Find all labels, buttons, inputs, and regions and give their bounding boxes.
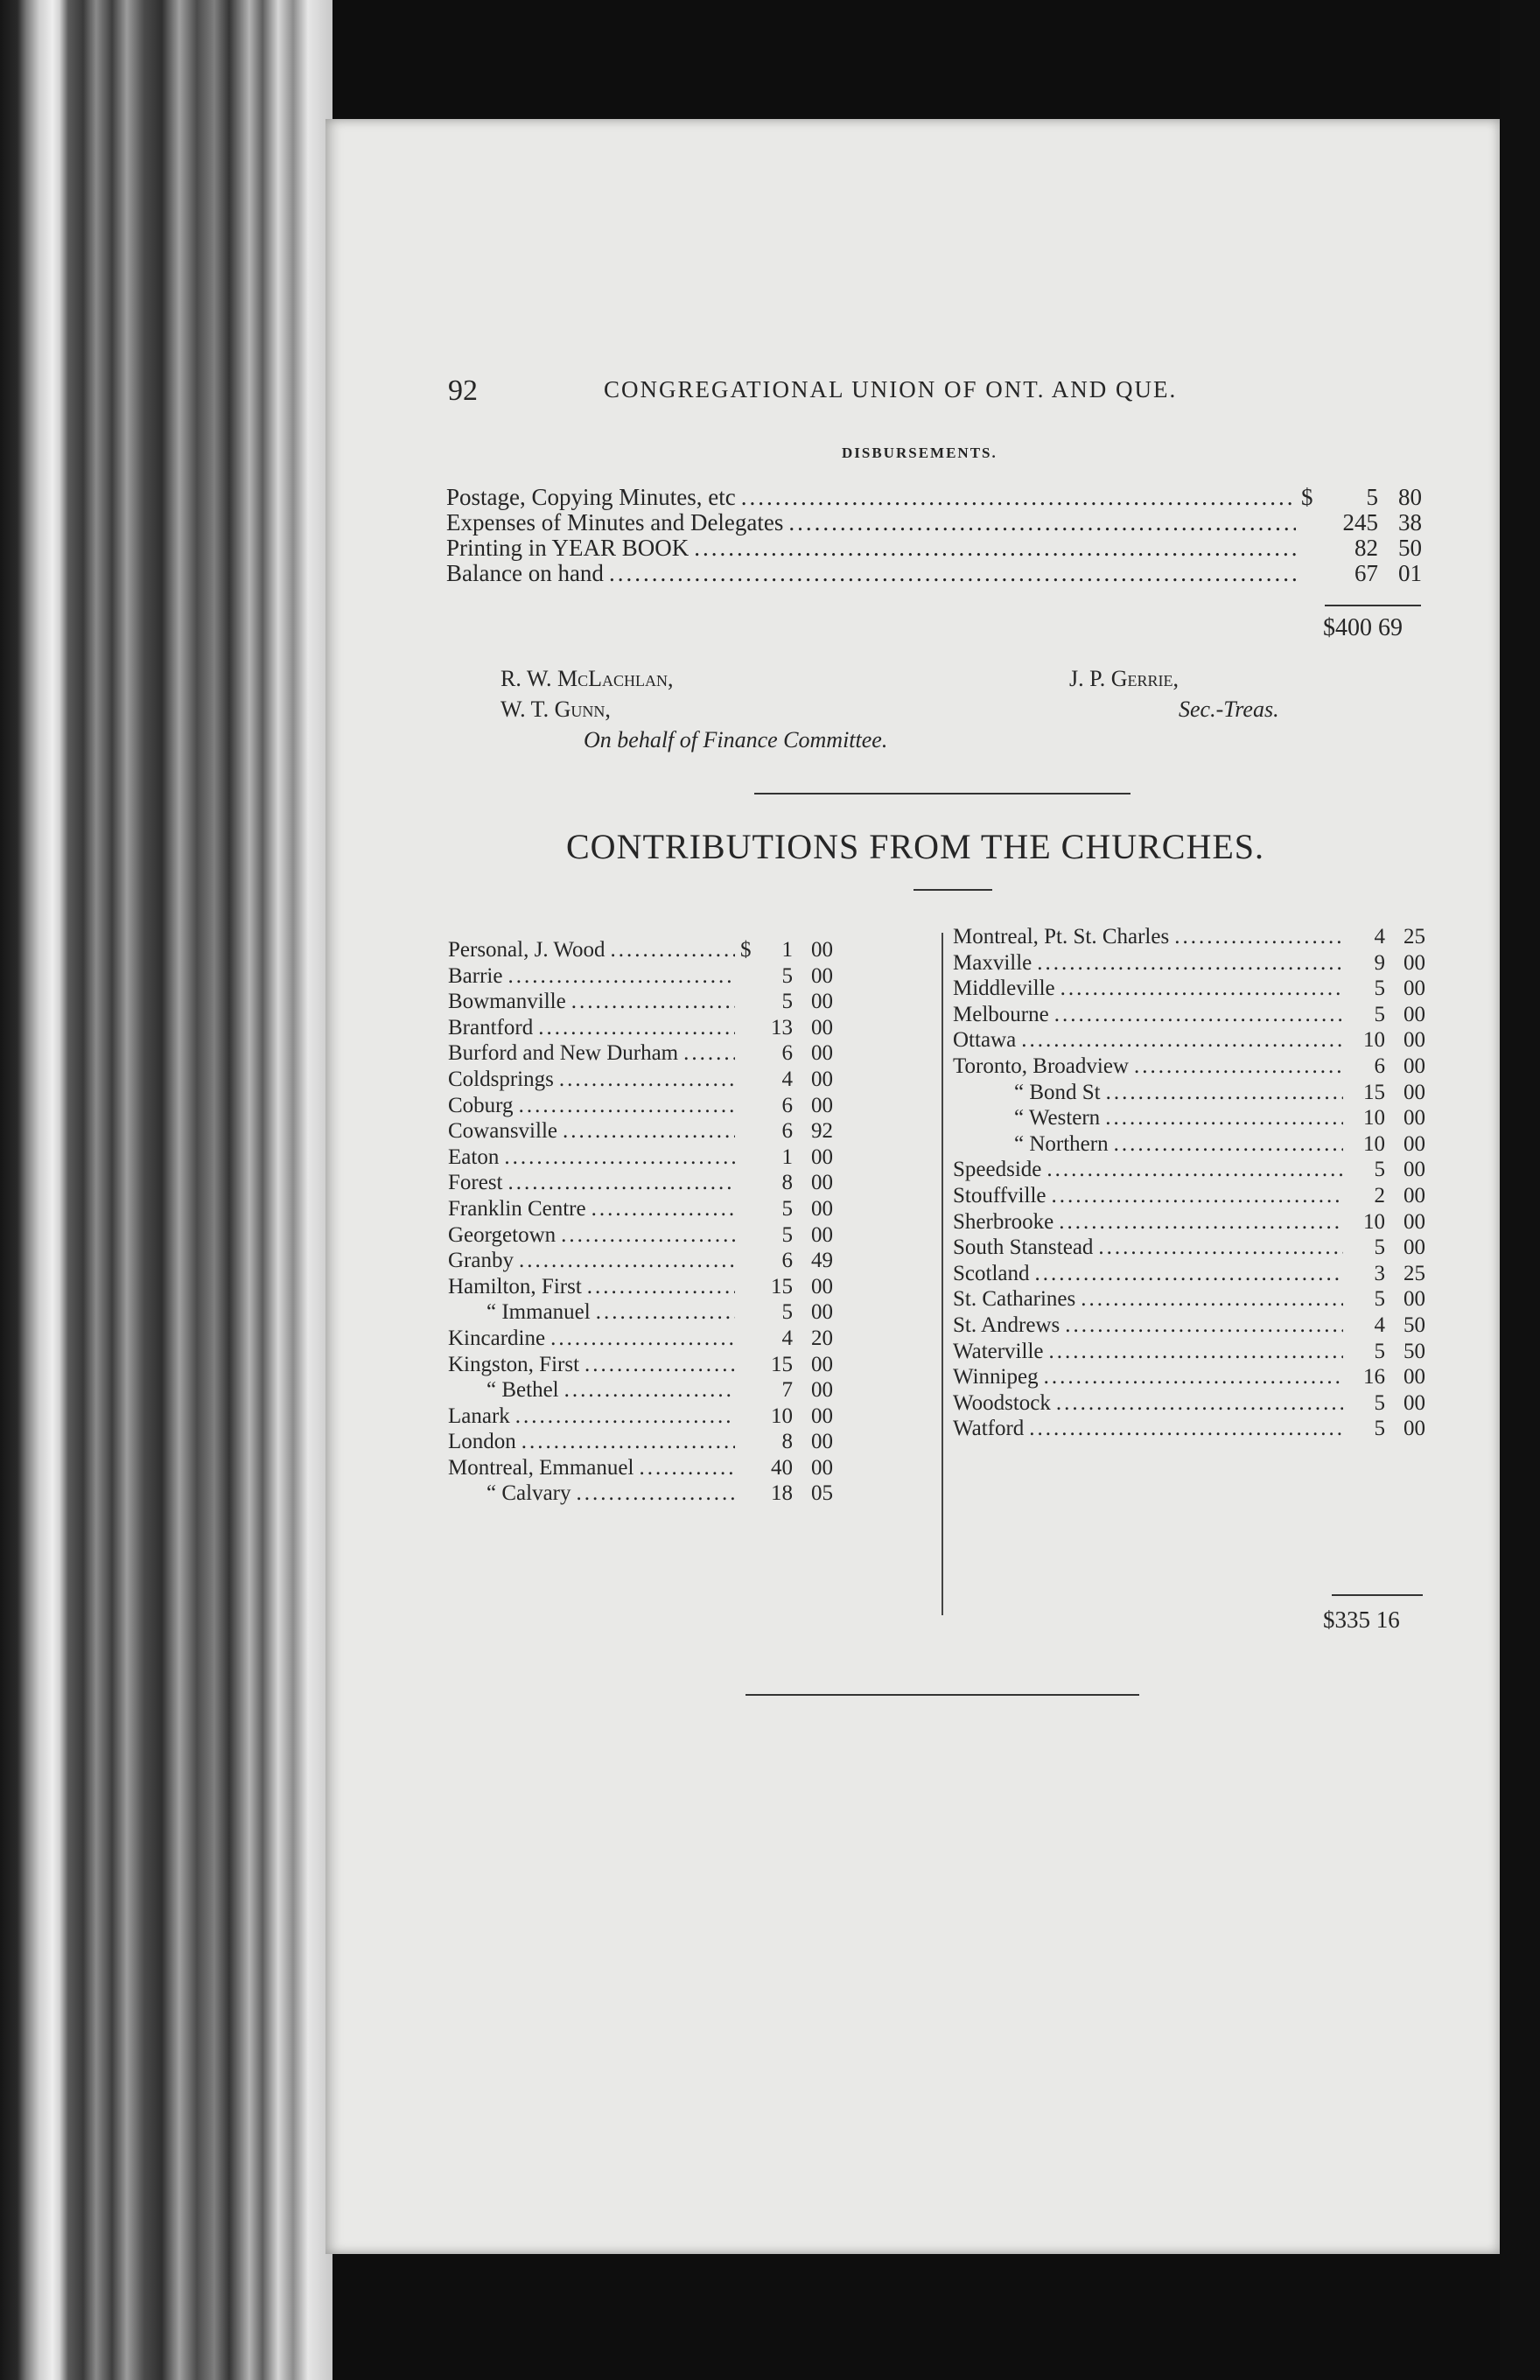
title-underline xyxy=(914,889,992,891)
cents: 00 xyxy=(1404,1287,1425,1312)
leader-dots xyxy=(538,1015,735,1041)
dollars: 6 xyxy=(781,1041,793,1066)
contribution-row xyxy=(448,1299,833,1326)
cents: 00 xyxy=(811,1274,833,1298)
signature-committee: On behalf of Finance Committee. xyxy=(584,727,888,752)
church-name: “ Northern xyxy=(1014,1131,1109,1156)
leader-dots xyxy=(683,1040,735,1067)
church-name: London xyxy=(448,1430,516,1454)
church-name: Scotland xyxy=(953,1261,1030,1285)
cents: 01 xyxy=(1398,560,1422,586)
church-name: Speedside xyxy=(953,1158,1042,1182)
leader-dots xyxy=(519,1093,735,1119)
disbursements-heading: DISBURSEMENTS. xyxy=(842,444,998,461)
cents: 05 xyxy=(811,1481,833,1506)
contribution-row xyxy=(953,1027,1425,1054)
leader-dots xyxy=(1134,1054,1343,1080)
leader-dots xyxy=(508,1170,736,1196)
church-name: Sherbrooke xyxy=(953,1209,1054,1234)
cents: 00 xyxy=(811,1041,833,1066)
dollars: 10 xyxy=(1363,1106,1385,1130)
leader-dots xyxy=(639,1455,735,1481)
cents: 00 xyxy=(811,1222,833,1247)
dollars: 5 xyxy=(1374,1390,1385,1415)
leader-dots xyxy=(1054,1002,1343,1028)
church-name: Coburg xyxy=(448,1093,514,1117)
scan-background xyxy=(1500,0,1540,2380)
cents: 00 xyxy=(811,1093,833,1117)
currency-sign: $ xyxy=(1301,484,1313,510)
dollars: 15 xyxy=(771,1352,793,1376)
dollars: 10 xyxy=(1363,1209,1385,1234)
leader-dots xyxy=(508,963,735,990)
church-name: Granby xyxy=(448,1249,514,1273)
book-page xyxy=(326,119,1500,2254)
cents: 00 xyxy=(811,1455,833,1480)
cents: 00 xyxy=(1404,1106,1425,1130)
cents: 92 xyxy=(811,1119,833,1144)
cents: 00 xyxy=(811,1352,833,1376)
church-name: Forest xyxy=(448,1171,503,1195)
cents: 00 xyxy=(811,1196,833,1221)
church-name: Eaton xyxy=(448,1144,500,1169)
cents: 00 xyxy=(811,1430,833,1454)
cents: 00 xyxy=(1404,1080,1425,1104)
contribution-row xyxy=(448,963,833,990)
church-name: “ Bond St xyxy=(1014,1080,1101,1104)
cents: 00 xyxy=(1404,1417,1425,1441)
contribution-row xyxy=(448,1480,833,1507)
leader-dots xyxy=(609,561,1296,586)
leader-dots xyxy=(694,536,1296,561)
contribution-row xyxy=(953,1131,1425,1158)
dollars: 5 xyxy=(1374,976,1385,1001)
cents: 80 xyxy=(1398,484,1422,510)
leader-dots xyxy=(587,1274,735,1300)
row-label: Expenses of Minutes and Delegates xyxy=(446,509,784,536)
church-name: South Stanstead xyxy=(953,1236,1094,1260)
leader-dots xyxy=(576,1480,735,1507)
disbursements-table xyxy=(446,485,1422,586)
dollars: 6 xyxy=(781,1093,793,1117)
church-name: Winnipeg xyxy=(953,1365,1039,1390)
leader-dots xyxy=(584,1352,735,1378)
church-name: Personal, J. Wood xyxy=(448,938,606,962)
church-name: Montreal, Emmanuel xyxy=(448,1455,634,1480)
disbursement-row xyxy=(446,561,1422,586)
disbursement-row xyxy=(446,510,1422,536)
running-header: CONGREGATIONAL UNION OF ONT. AND QUE. xyxy=(604,376,1178,402)
leader-dots xyxy=(561,1222,735,1249)
dollars: 5 xyxy=(1374,1236,1385,1260)
church-name: “ Calvary xyxy=(486,1481,571,1506)
contribution-row xyxy=(448,1040,833,1067)
contribution-row xyxy=(448,1404,833,1430)
contribution-row xyxy=(953,1261,1425,1287)
leader-dots xyxy=(522,1429,735,1455)
leader-dots xyxy=(564,1377,735,1404)
leader-dots xyxy=(550,1326,735,1352)
church-name: Watford xyxy=(953,1417,1025,1441)
church-name: “ Bethel xyxy=(486,1378,559,1403)
row-label: Printing in YEAR BOOK xyxy=(446,535,690,561)
contribution-row xyxy=(953,1235,1425,1261)
dollars: 10 xyxy=(771,1404,793,1428)
cents: 50 xyxy=(1404,1339,1425,1363)
dollars: 10 xyxy=(1363,1028,1385,1053)
contribution-row xyxy=(953,1105,1425,1131)
dollars: 5 xyxy=(781,1196,793,1221)
cents: 00 xyxy=(1404,1131,1425,1156)
dollars: 6 xyxy=(781,1249,793,1273)
contribution-row xyxy=(953,1364,1425,1390)
cents: 00 xyxy=(1404,1054,1425,1078)
church-name: St. Andrews xyxy=(953,1312,1060,1337)
cents: 50 xyxy=(1398,535,1422,561)
contributions-left-column xyxy=(448,937,833,1507)
dollars: 5 xyxy=(781,990,793,1014)
row-label: Postage, Copying Minutes, etc xyxy=(446,484,736,510)
cents: 00 xyxy=(811,990,833,1014)
cents: 00 xyxy=(1404,1209,1425,1234)
cents: 00 xyxy=(811,1378,833,1403)
contribution-row xyxy=(448,1377,833,1404)
church-name: Ottawa xyxy=(953,1028,1017,1053)
leader-dots xyxy=(1065,1312,1343,1339)
cents: 00 xyxy=(811,1015,833,1040)
contribution-row xyxy=(953,1183,1425,1209)
contribution-row xyxy=(448,1352,833,1378)
dollars: 15 xyxy=(771,1274,793,1298)
dollars: 5 xyxy=(1374,1158,1385,1182)
cents: 00 xyxy=(811,1404,833,1428)
dollars: 6 xyxy=(1374,1054,1385,1078)
contribution-row xyxy=(448,1248,833,1274)
church-name: Cowansville xyxy=(448,1119,557,1144)
contribution-row xyxy=(448,1144,833,1171)
total-rule xyxy=(1332,1594,1423,1596)
dollars: 5 xyxy=(1374,1287,1385,1312)
contribution-row xyxy=(448,1196,833,1222)
cents: 00 xyxy=(1404,1236,1425,1260)
total-rule xyxy=(1325,605,1421,606)
church-name: Maxville xyxy=(953,950,1032,975)
leader-dots xyxy=(1049,1339,1344,1365)
dollars: 2 xyxy=(1374,1183,1385,1208)
contribution-row xyxy=(448,1015,833,1041)
cents: 00 xyxy=(1404,1158,1425,1182)
contribution-row xyxy=(953,1312,1425,1339)
dollars: 8 xyxy=(781,1171,793,1195)
signature-mclachlan: R. W. McLachlan, xyxy=(500,666,674,691)
church-name: Hamilton, First xyxy=(448,1274,582,1298)
church-name: Melbourne xyxy=(953,1002,1049,1026)
cents: 00 xyxy=(811,1171,833,1195)
cents: 49 xyxy=(811,1249,833,1273)
dollars: 5 xyxy=(781,963,793,988)
disbursements-total: $400 69 xyxy=(1323,614,1403,641)
leader-dots xyxy=(1060,976,1343,1002)
contribution-row xyxy=(448,1170,833,1196)
dollars: 3 xyxy=(1374,1261,1385,1285)
contribution-row xyxy=(448,1093,833,1119)
church-name: Waterville xyxy=(953,1339,1044,1363)
dollars: 6 xyxy=(781,1119,793,1144)
dollars: 1 xyxy=(781,1144,793,1169)
leader-dots xyxy=(1114,1131,1343,1158)
contribution-row xyxy=(448,1274,833,1300)
dollars: 7 xyxy=(781,1378,793,1403)
dollars: 18 xyxy=(771,1481,793,1506)
dollars: 67 xyxy=(1354,560,1378,586)
church-name: Barrie xyxy=(448,963,503,988)
contribution-row xyxy=(448,1222,833,1249)
signature-gerrie: J. P. Gerrie, xyxy=(1069,666,1179,691)
leader-dots xyxy=(592,1196,735,1222)
book-page-edges xyxy=(0,0,332,2380)
church-name: Montreal, Pt. St. Charles xyxy=(953,925,1170,948)
dollars: 4 xyxy=(781,1326,793,1350)
signature-gunn: W. T. Gunn, xyxy=(500,696,611,722)
leader-dots xyxy=(1044,1364,1343,1390)
leader-dots xyxy=(1059,1209,1343,1236)
contributions-total: $335 16 xyxy=(1323,1606,1400,1633)
dollars: 15 xyxy=(1363,1080,1385,1104)
contribution-row xyxy=(448,989,833,1015)
church-name: St. Catharines xyxy=(953,1287,1076,1312)
leader-dots xyxy=(1081,1286,1343,1312)
cents: 00 xyxy=(1404,976,1425,1001)
contribution-row xyxy=(953,1286,1425,1312)
contribution-row xyxy=(448,1326,833,1352)
dollars: 4 xyxy=(781,1067,793,1091)
cents: 00 xyxy=(1404,1028,1425,1053)
dollars: 40 xyxy=(771,1455,793,1480)
leader-dots xyxy=(788,510,1296,536)
cents: 00 xyxy=(811,1067,833,1091)
church-name: Burford and New Durham xyxy=(448,1041,679,1066)
church-name: Kincardine xyxy=(448,1326,546,1350)
row-label: Balance on hand xyxy=(446,560,604,586)
leader-dots xyxy=(559,1067,735,1093)
leader-dots xyxy=(571,989,735,1015)
leader-dots xyxy=(610,937,735,963)
disbursement-row xyxy=(446,536,1422,561)
contribution-row xyxy=(953,976,1425,1002)
church-name: Brantford xyxy=(448,1015,534,1040)
dollars: 5 xyxy=(1374,1339,1385,1363)
contribution-row xyxy=(448,937,833,963)
cents: 00 xyxy=(1404,950,1425,975)
leader-dots xyxy=(1098,1235,1343,1261)
contribution-row xyxy=(448,1429,833,1455)
contribution-row xyxy=(953,1054,1425,1080)
cents: 25 xyxy=(1404,1261,1425,1285)
dollars: 8 xyxy=(781,1430,793,1454)
dollars: 9 xyxy=(1374,950,1385,975)
cents: 00 xyxy=(1404,1390,1425,1415)
contributions-title: CONTRIBUTIONS FROM THE CHURCHES. xyxy=(566,827,1265,866)
leader-dots xyxy=(1037,950,1343,976)
contribution-row xyxy=(448,1118,833,1144)
dollars: 245 xyxy=(1342,509,1378,536)
church-name: Lanark xyxy=(448,1404,510,1428)
leader-dots xyxy=(1021,1027,1343,1054)
church-name: Woodstock xyxy=(953,1390,1051,1415)
contribution-row xyxy=(448,1455,833,1481)
dollars: 5 xyxy=(781,1222,793,1247)
dollars: 5 xyxy=(1374,1417,1385,1441)
dollars: 13 xyxy=(771,1015,793,1040)
dollars: 5 xyxy=(1366,484,1378,510)
cents: 38 xyxy=(1398,509,1422,536)
leader-dots xyxy=(563,1118,735,1144)
leader-dots xyxy=(1029,1416,1343,1442)
page-number: 92 xyxy=(448,374,478,407)
dollars: 82 xyxy=(1354,535,1378,561)
cents: 00 xyxy=(1404,1002,1425,1026)
leader-dots xyxy=(1051,1183,1343,1209)
signature-sec-treas: Sec.-Treas. xyxy=(1179,696,1279,722)
leader-dots xyxy=(1056,1390,1343,1417)
church-name: Toronto, Broadview xyxy=(953,1054,1129,1078)
contribution-row xyxy=(953,1209,1425,1236)
church-name: Stouffville xyxy=(953,1183,1046,1208)
cents: 50 xyxy=(1404,1312,1425,1337)
leader-dots xyxy=(504,1144,735,1171)
church-name: “ Immanuel xyxy=(486,1300,591,1325)
leader-dots xyxy=(1035,1261,1344,1287)
leader-dots xyxy=(596,1299,735,1326)
dollars: 4 xyxy=(1374,925,1385,948)
leader-dots xyxy=(741,485,1296,510)
cents: 00 xyxy=(811,938,833,962)
contribution-row xyxy=(953,924,1425,950)
column-divider xyxy=(942,933,943,1615)
section-divider xyxy=(754,793,1130,794)
currency-sign: $ xyxy=(740,938,752,962)
dollars: 10 xyxy=(1363,1131,1385,1156)
leader-dots xyxy=(1174,924,1343,950)
church-name: Bowmanville xyxy=(448,990,566,1014)
cents: 00 xyxy=(1404,1183,1425,1208)
church-name: Kingston, First xyxy=(448,1352,580,1376)
dollars: 5 xyxy=(1374,1002,1385,1026)
dollars: 16 xyxy=(1363,1365,1385,1390)
church-name: Franklin Centre xyxy=(448,1196,586,1221)
church-name: Coldsprings xyxy=(448,1067,554,1091)
church-name: Georgetown xyxy=(448,1222,556,1247)
dollars: 1 xyxy=(781,938,793,962)
leader-dots xyxy=(515,1404,735,1430)
contribution-row xyxy=(953,1157,1425,1183)
cents: 00 xyxy=(811,963,833,988)
leader-dots xyxy=(1046,1157,1343,1183)
contribution-row xyxy=(953,1080,1425,1106)
contribution-row xyxy=(448,1067,833,1093)
cents: 20 xyxy=(811,1326,833,1350)
contribution-row xyxy=(953,1002,1425,1028)
contribution-row xyxy=(953,950,1425,976)
contributions-right-column xyxy=(953,924,1425,1442)
dollars: 4 xyxy=(1374,1312,1385,1337)
leader-dots xyxy=(1106,1080,1343,1106)
section-divider xyxy=(746,1694,1139,1696)
cents: 00 xyxy=(1404,1365,1425,1390)
dollars: 5 xyxy=(781,1300,793,1325)
church-name: “ Western xyxy=(1014,1106,1101,1130)
disbursement-row xyxy=(446,485,1422,510)
cents: 00 xyxy=(811,1300,833,1325)
contribution-row xyxy=(953,1339,1425,1365)
leader-dots xyxy=(519,1248,735,1274)
leader-dots xyxy=(1105,1105,1343,1131)
contribution-row xyxy=(953,1390,1425,1417)
church-name: Middleville xyxy=(953,976,1055,1001)
cents: 25 xyxy=(1404,925,1425,948)
contribution-row xyxy=(953,1416,1425,1442)
cents: 00 xyxy=(811,1144,833,1169)
